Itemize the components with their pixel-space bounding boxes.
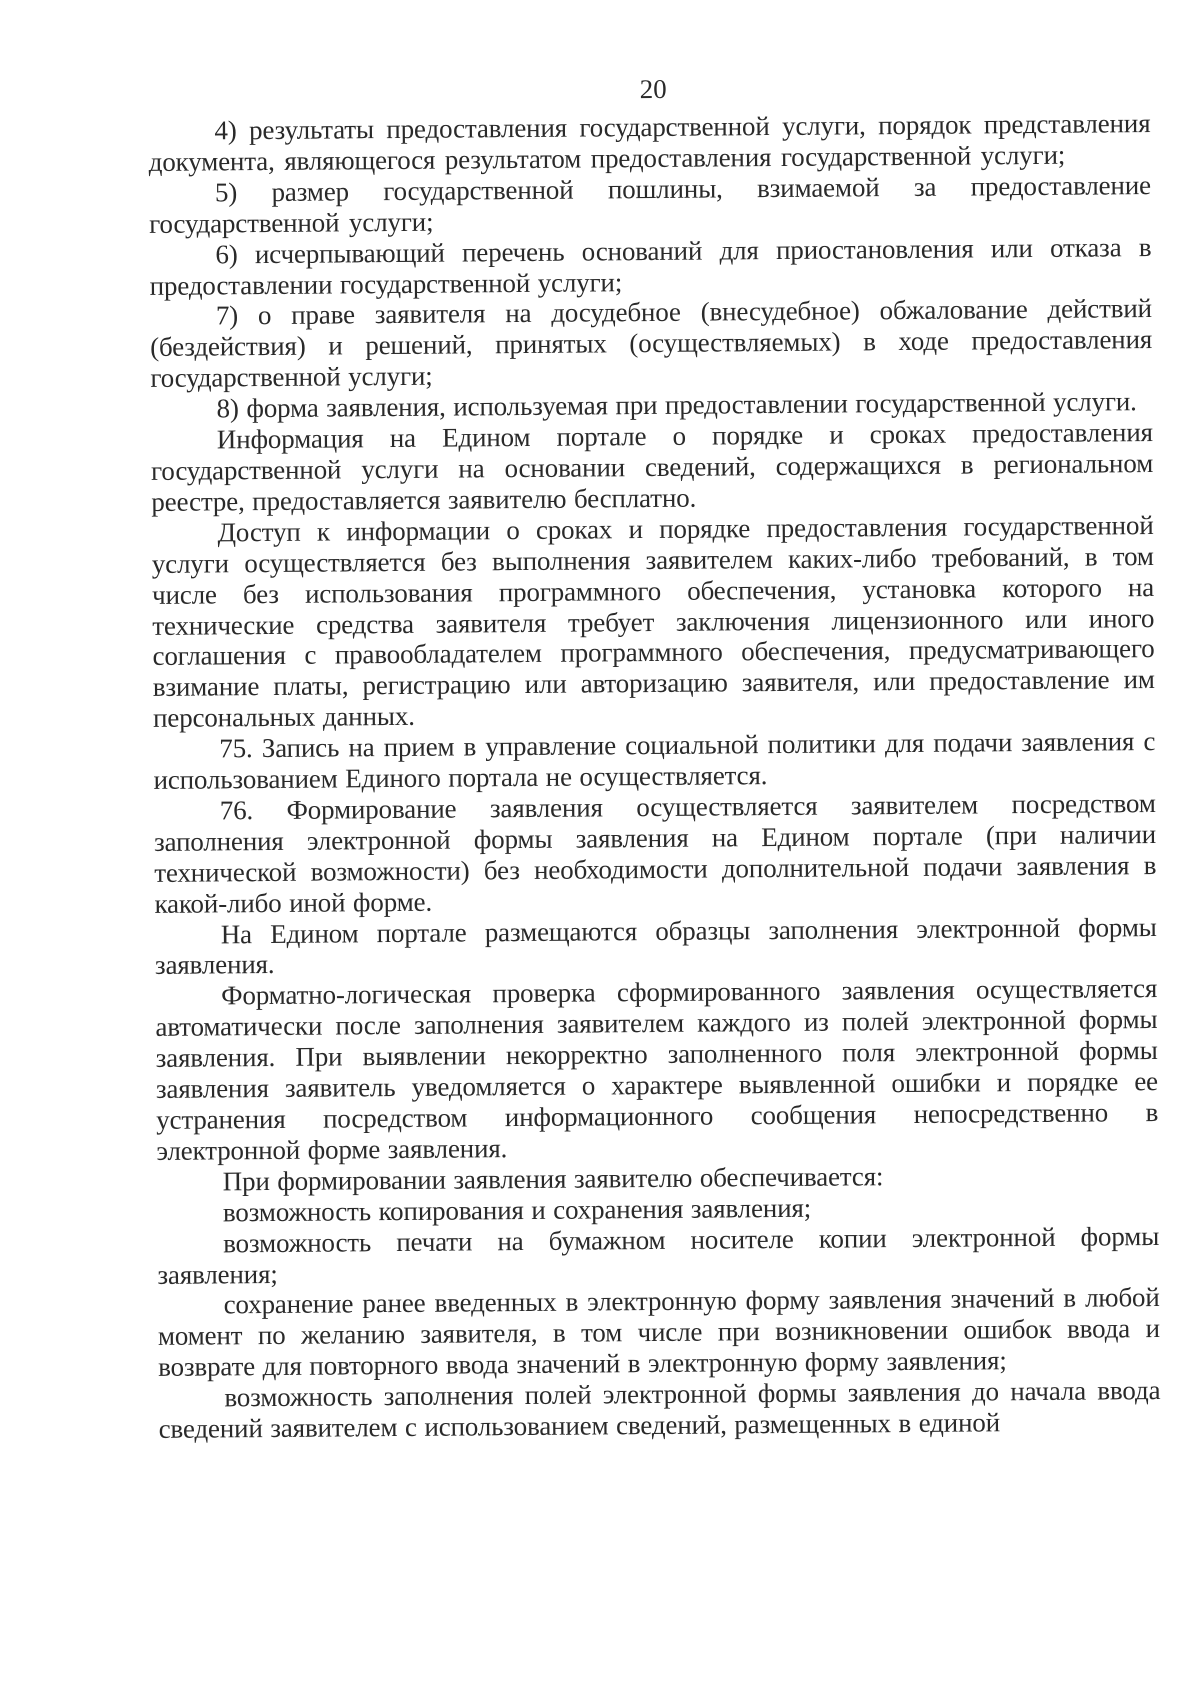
document-page (148, 70, 1162, 1668)
paragraph-copy-save: возможность копирования и сохранения заявления; (222, 1192, 812, 1228)
paragraph-form-samples: На Едином портале размещаются образцы заполнения электронной формы заявления. (154, 911, 1157, 981)
paragraph-item-7: 7) о праве заявителя на досудебное (внесудебное) обжалование действий (бездействия) и решений, принятых (осуществляемых) в ходе предоставления государственной услуги; (150, 293, 1153, 394)
paragraph-prefill-fields: возможность заполнения полей электронной формы заявления до начала ввода сведений заявителем с использованием сведений, размещенных в единой (158, 1375, 1161, 1444)
paragraph-item-6: 6) исчерпывающий перечень оснований для приостановления или отказа в предоставлении государственной услуги; (149, 231, 1152, 301)
paragraph-item-4: 4) результаты предоставления государственной услуги, порядок представления документа, являющегося результатом предоставления государственной услуги; (148, 108, 1151, 177)
paragraph-item-5: 5) размер государственной пошлины, взимаемой за предоставление государственной услуги; (149, 169, 1152, 239)
page-number: 20 (639, 73, 667, 105)
paragraph-clause-75: 75. Запись на прием в управление социальной политики для подачи заявления с использованием Единого портала не осуществляется. (153, 726, 1156, 795)
paragraph-clause-76: 76. Формирование заявления осуществляется заявителем посредством заполнения электронной формы заявления на Едином портале (при наличии технической возможности) без необходимости дополнительной подачи заявления в какой-либо иной форме. (153, 787, 1157, 919)
paragraph-access-to-information: Доступ к информации о сроках и порядке предоставления государственной услуги осуществляется без выполнения заявителем каких-либо требований, в том числе без использования программного обеспечения, установка которого на технические средства заявителя требует заключения лицензионного или иного соглашения с правообладателем программного обеспечения, предусматривающего взимание платы, регистрацию или авторизацию заявителя, или предоставление им персональных данных. (151, 509, 1155, 734)
paragraph-item-8: 8) форма заявления, используемая при предоставлении государственной услуги. (216, 386, 1137, 424)
paragraph-portal-information: Информация на Едином портале о порядке и сроках предоставления государственной услуги на основании сведений, содержащихся в региональном реестре, предоставляется заявителю бесплатно. (150, 417, 1154, 517)
paragraph-provided-features: При формировании заявления заявителю обеспечивается: (222, 1161, 884, 1197)
paragraph-print-copy: возможность печати на бумажном носителе копии электронной формы заявления; (157, 1220, 1160, 1290)
paragraph-save-values: сохранение ранее введенных в электронную форму заявления значений в любой момент по желанию заявителя, в том числе при возникновении ошибок ввода и возврате для повторного ввода значений в электронную форму заявления; (157, 1282, 1160, 1383)
paragraph-format-check: Форматно-логическая проверка сформированного заявления осуществляется автоматически после заполнения заявителем каждого из полей электронной формы заявления. При выявлении некорректно заполненного поля электронной формы заявления заявитель уведомляется о характере выявленной ошибки и порядке ее устранения посредством информационного сообщения непосредственно в электронной форме заявления. (155, 973, 1159, 1166)
